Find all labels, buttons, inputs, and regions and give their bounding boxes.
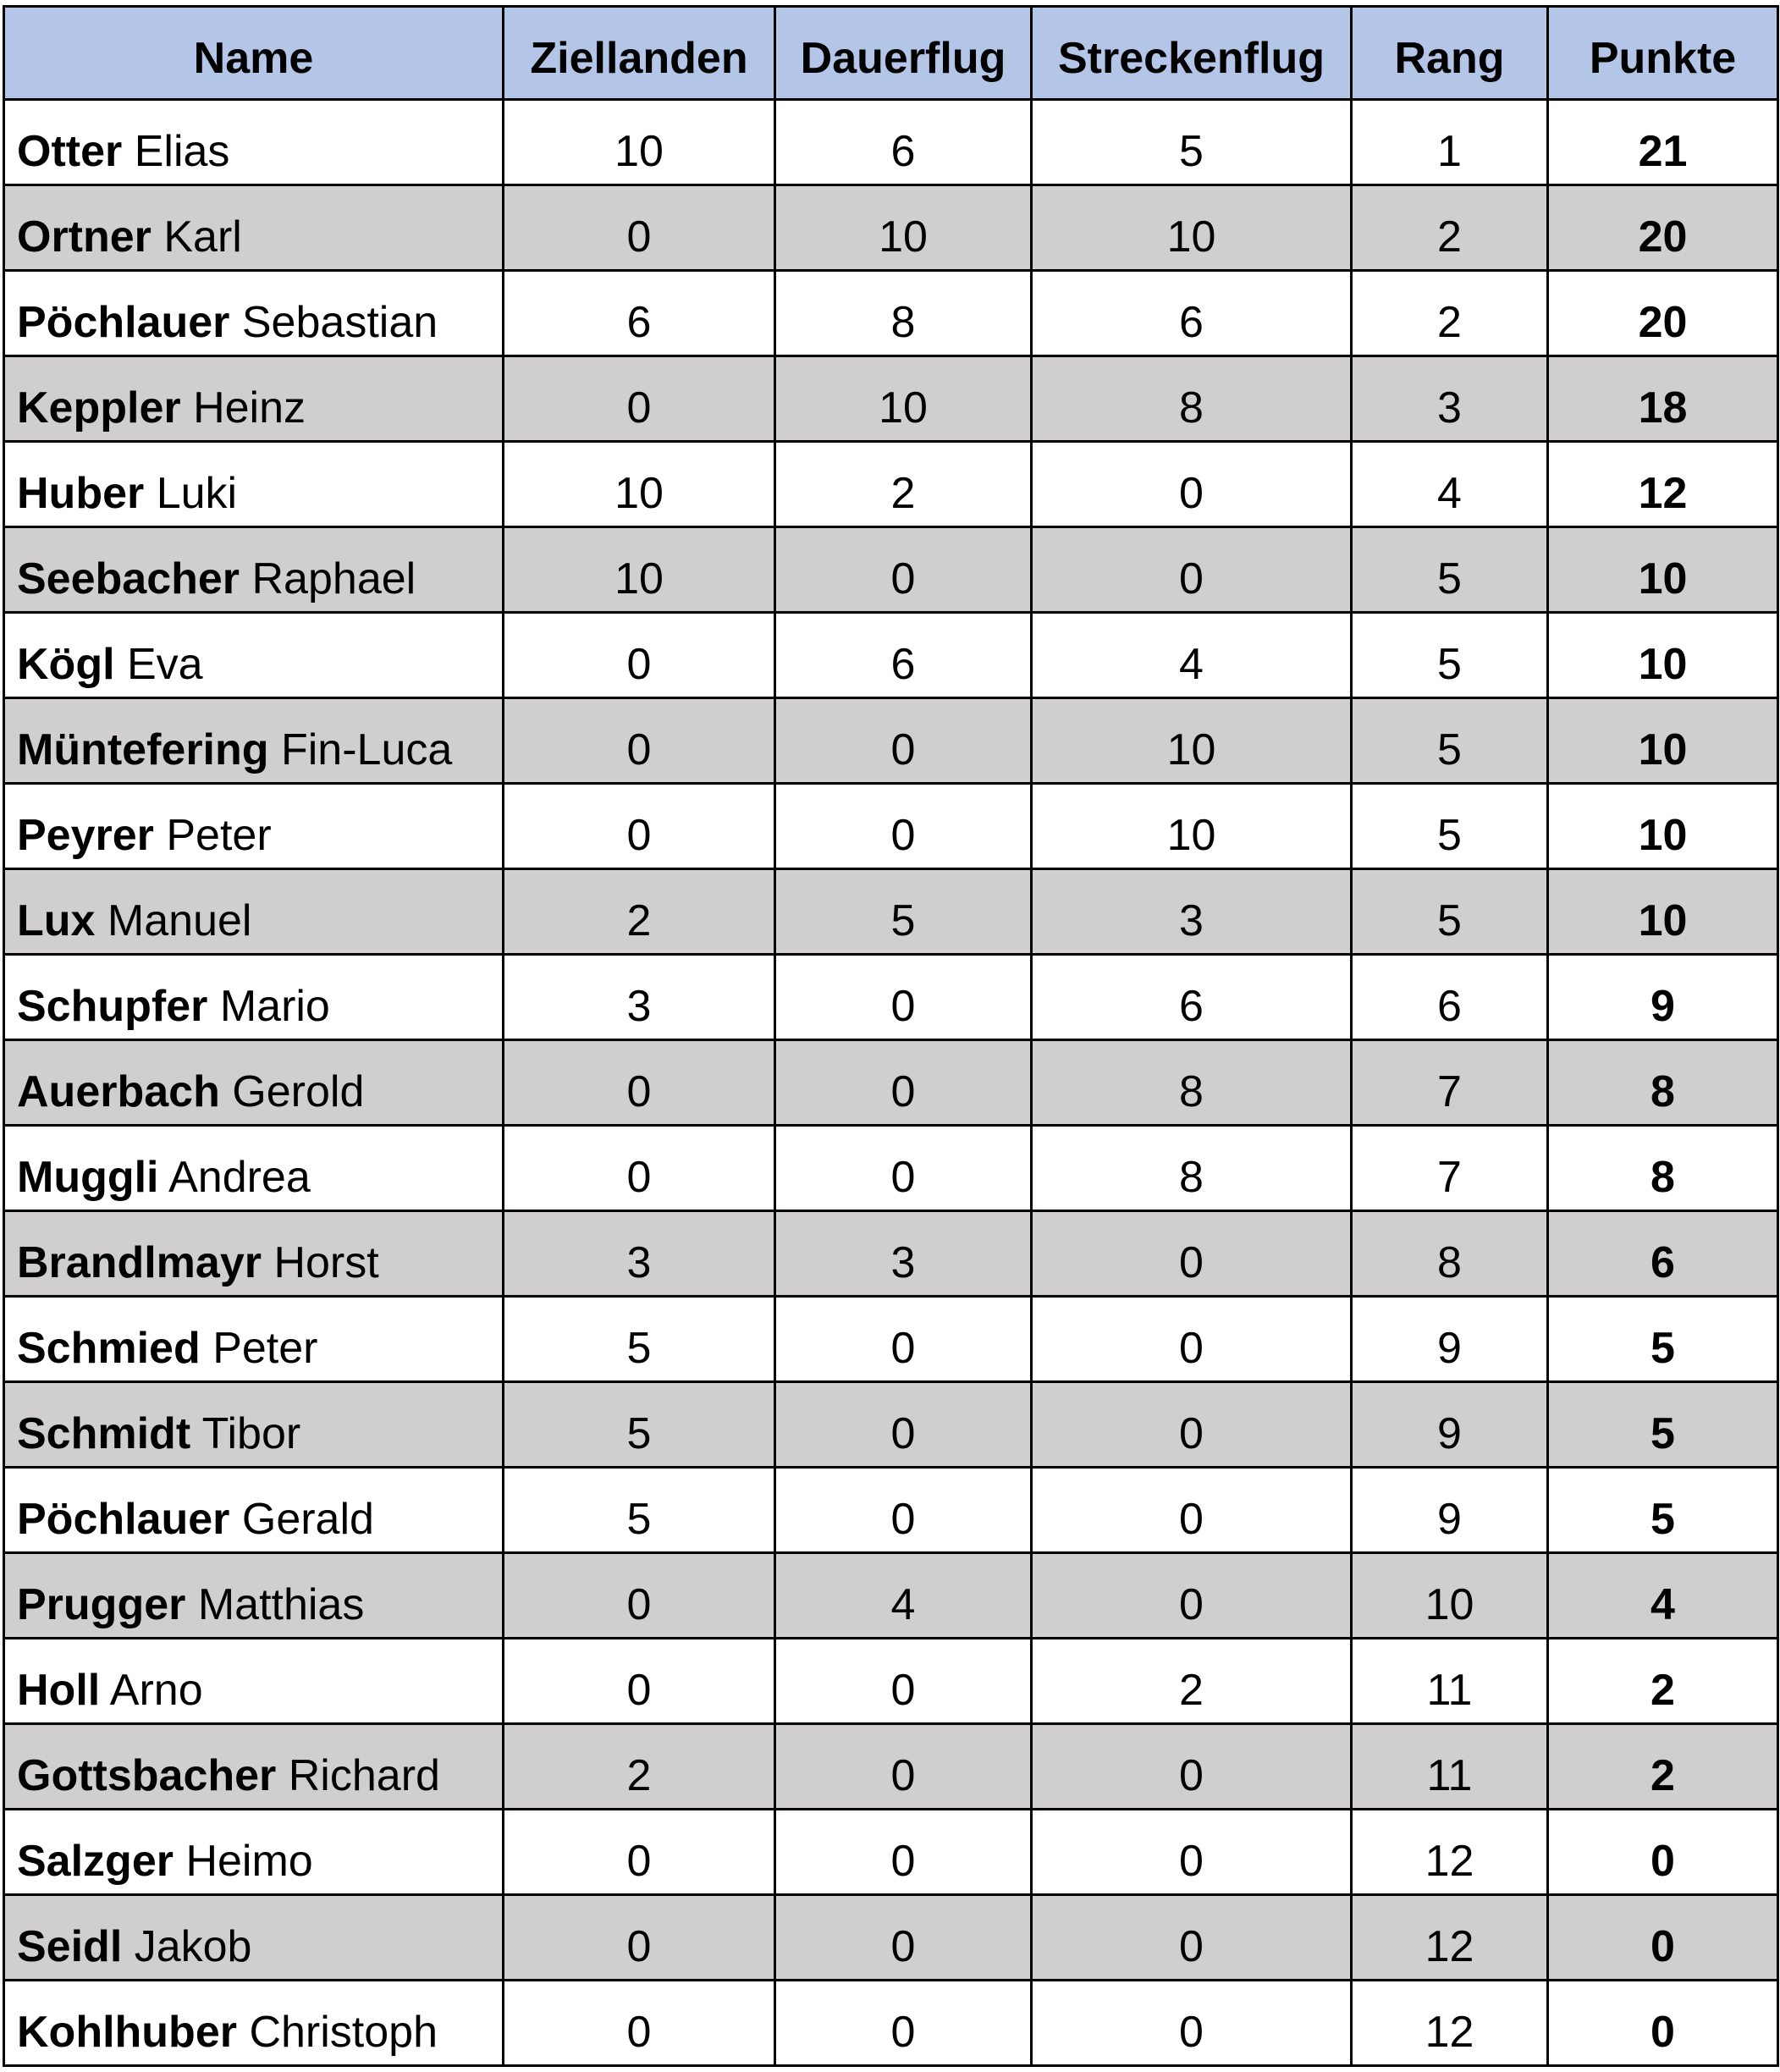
dauerflug-cell: 6 <box>775 613 1032 698</box>
name-cell <box>4 1895 504 1981</box>
ziellanden-cell: 3 <box>504 955 775 1040</box>
streckenflug-cell: 6 <box>1032 271 1352 356</box>
streckenflug-cell: 0 <box>1032 1810 1352 1895</box>
punkte-cell: 4 <box>1548 1553 1778 1639</box>
streckenflug-cell: 0 <box>1032 1724 1352 1810</box>
table-row <box>4 698 1778 784</box>
ziellanden-cell: 10 <box>504 100 775 185</box>
rang-cell: 8 <box>1352 1211 1548 1297</box>
name-cell <box>4 1553 504 1639</box>
rang-cell: 10 <box>1352 1553 1548 1639</box>
surname: Peyrer <box>17 811 154 860</box>
name-cell <box>4 185 504 271</box>
ziellanden-cell: 0 <box>504 1639 775 1724</box>
punkte-cell: 21 <box>1548 100 1778 185</box>
streckenflug-cell: 10 <box>1032 185 1352 271</box>
surname: Gottsbacher <box>17 1751 277 1800</box>
table-row <box>4 1981 1778 2066</box>
header-row <box>4 7 1778 100</box>
streckenflug-cell: 8 <box>1032 356 1352 442</box>
firstname: Matthias <box>197 1580 365 1629</box>
name-cell <box>4 1810 504 1895</box>
firstname: Manuel <box>107 896 252 945</box>
name-cell <box>4 784 504 869</box>
firstname: Richard <box>288 1751 440 1800</box>
ziellanden-cell: 2 <box>504 1724 775 1810</box>
name-cell <box>4 1468 504 1553</box>
dauerflug-cell: 10 <box>775 356 1032 442</box>
name-cell <box>4 698 504 784</box>
name-cell <box>4 1382 504 1468</box>
rang-cell: 7 <box>1352 1126 1548 1211</box>
table-row <box>4 1553 1778 1639</box>
surname: Müntefering <box>17 725 269 774</box>
dauerflug-cell: 8 <box>775 271 1032 356</box>
firstname: Jakob <box>134 1922 252 1971</box>
ziellanden-cell: 6 <box>504 271 775 356</box>
streckenflug-cell: 0 <box>1032 1553 1352 1639</box>
firstname: Eva <box>126 640 203 689</box>
streckenflug-cell: 8 <box>1032 1040 1352 1126</box>
firstname: Karl <box>163 212 242 262</box>
ziellanden-cell: 0 <box>504 613 775 698</box>
punkte-cell: 5 <box>1548 1382 1778 1468</box>
name-cell <box>4 1297 504 1382</box>
firstname: Elias <box>134 127 230 176</box>
punkte-cell: 10 <box>1548 698 1778 784</box>
ziellanden-cell: 0 <box>504 1981 775 2066</box>
name-cell <box>4 356 504 442</box>
firstname: Peter <box>166 811 272 860</box>
name-cell <box>4 527 504 613</box>
rang-cell: 5 <box>1352 527 1548 613</box>
punkte-cell: 18 <box>1548 356 1778 442</box>
name-cell <box>4 1724 504 1810</box>
punkte-cell: 10 <box>1548 527 1778 613</box>
rang-cell: 9 <box>1352 1382 1548 1468</box>
firstname: Christoph <box>249 2008 438 2057</box>
surname: Schupfer <box>17 982 208 1031</box>
rang-cell: 2 <box>1352 271 1548 356</box>
table-row <box>4 1211 1778 1297</box>
punkte-cell: 9 <box>1548 955 1778 1040</box>
name-cell <box>4 869 504 955</box>
rang-cell: 9 <box>1352 1297 1548 1382</box>
ziellanden-cell: 5 <box>504 1468 775 1553</box>
surname: Brandlmayr <box>17 1238 262 1287</box>
name-cell <box>4 1040 504 1126</box>
ziellanden-cell: 5 <box>504 1297 775 1382</box>
surname: Kögl <box>17 640 115 689</box>
streckenflug-cell: 0 <box>1032 1297 1352 1382</box>
rang-cell: 2 <box>1352 185 1548 271</box>
dauerflug-cell: 3 <box>775 1211 1032 1297</box>
dauerflug-cell: 0 <box>775 1040 1032 1126</box>
table-row <box>4 613 1778 698</box>
firstname: Heinz <box>193 383 306 433</box>
firstname: Mario <box>219 982 330 1031</box>
dauerflug-cell: 0 <box>775 1810 1032 1895</box>
punkte-cell: 12 <box>1548 442 1778 527</box>
streckenflug-cell: 3 <box>1032 869 1352 955</box>
ziellanden-cell: 0 <box>504 1553 775 1639</box>
punkte-cell: 8 <box>1548 1040 1778 1126</box>
rang-cell: 11 <box>1352 1639 1548 1724</box>
rang-cell: 12 <box>1352 1981 1548 2066</box>
punkte-cell: 5 <box>1548 1297 1778 1382</box>
streckenflug-cell: 5 <box>1032 100 1352 185</box>
table-row <box>4 1724 1778 1810</box>
surname: Otter <box>17 127 123 176</box>
streckenflug-cell: 0 <box>1032 1895 1352 1981</box>
rang-cell: 4 <box>1352 442 1548 527</box>
dauerflug-cell: 0 <box>775 955 1032 1040</box>
table-row <box>4 1810 1778 1895</box>
name-cell <box>4 1639 504 1724</box>
streckenflug-cell: 0 <box>1032 1468 1352 1553</box>
name-cell <box>4 613 504 698</box>
dauerflug-cell: 0 <box>775 1382 1032 1468</box>
table-row <box>4 442 1778 527</box>
firstname: Heimo <box>185 1837 313 1886</box>
ziellanden-cell: 10 <box>504 527 775 613</box>
firstname: Raphael <box>251 554 416 603</box>
rang-cell: 1 <box>1352 100 1548 185</box>
table-row <box>4 185 1778 271</box>
name-cell <box>4 955 504 1040</box>
rang-cell: 9 <box>1352 1468 1548 1553</box>
ziellanden-cell: 5 <box>504 1382 775 1468</box>
table-row <box>4 1639 1778 1724</box>
dauerflug-cell: 2 <box>775 442 1032 527</box>
dauerflug-cell: 0 <box>775 527 1032 613</box>
dauerflug-cell: 0 <box>775 1981 1032 2066</box>
firstname: Fin-Luca <box>280 725 453 774</box>
surname: Muggli <box>17 1153 159 1202</box>
rang-cell: 3 <box>1352 356 1548 442</box>
punkte-cell: 2 <box>1548 1639 1778 1724</box>
name-cell <box>4 442 504 527</box>
column-header-streckenflug: Streckenflug <box>1032 7 1352 100</box>
surname: Pöchlauer <box>17 298 230 347</box>
surname: Schmied <box>17 1324 201 1373</box>
streckenflug-cell: 10 <box>1032 784 1352 869</box>
table-row <box>4 1382 1778 1468</box>
rang-cell: 5 <box>1352 698 1548 784</box>
table-row <box>4 955 1778 1040</box>
streckenflug-cell: 6 <box>1032 955 1352 1040</box>
punkte-cell: 10 <box>1548 869 1778 955</box>
streckenflug-cell: 0 <box>1032 1382 1352 1468</box>
rang-cell: 7 <box>1352 1040 1548 1126</box>
ziellanden-cell: 0 <box>504 185 775 271</box>
dauerflug-cell: 0 <box>775 1639 1032 1724</box>
streckenflug-cell: 4 <box>1032 613 1352 698</box>
surname: Keppler <box>17 383 181 433</box>
firstname: Gerald <box>241 1495 374 1544</box>
table-row <box>4 869 1778 955</box>
table-row <box>4 1895 1778 1981</box>
punkte-cell: 0 <box>1548 1895 1778 1981</box>
table-header <box>4 7 1778 100</box>
surname: Auerbach <box>17 1067 220 1116</box>
punkte-cell: 8 <box>1548 1126 1778 1211</box>
firstname: Peter <box>212 1324 318 1373</box>
table-row <box>4 527 1778 613</box>
streckenflug-cell: 2 <box>1032 1639 1352 1724</box>
column-header-ziellanden: Ziellanden <box>504 7 775 100</box>
firstname: Gerold <box>232 1067 365 1116</box>
column-header-rang: Rang <box>1352 7 1548 100</box>
ziellanden-cell: 0 <box>504 1040 775 1126</box>
streckenflug-cell: 0 <box>1032 1211 1352 1297</box>
streckenflug-cell: 8 <box>1032 1126 1352 1211</box>
dauerflug-cell: 0 <box>775 1895 1032 1981</box>
ziellanden-cell: 0 <box>504 356 775 442</box>
rang-cell: 11 <box>1352 1724 1548 1810</box>
punkte-cell: 10 <box>1548 613 1778 698</box>
surname: Pöchlauer <box>17 1495 230 1544</box>
surname: Ortner <box>17 212 152 262</box>
streckenflug-cell: 0 <box>1032 527 1352 613</box>
table-row <box>4 784 1778 869</box>
dauerflug-cell: 0 <box>775 1126 1032 1211</box>
table-row <box>4 271 1778 356</box>
punkte-cell: 2 <box>1548 1724 1778 1810</box>
ziellanden-cell: 0 <box>504 1810 775 1895</box>
punkte-cell: 0 <box>1548 1810 1778 1895</box>
firstname: Andrea <box>168 1153 311 1202</box>
rang-cell: 5 <box>1352 869 1548 955</box>
punkte-cell: 20 <box>1548 185 1778 271</box>
firstname: Luki <box>156 469 238 518</box>
surname: Holl <box>17 1666 101 1715</box>
dauerflug-cell: 5 <box>775 869 1032 955</box>
table-row <box>4 1040 1778 1126</box>
surname: Salzger <box>17 1837 174 1886</box>
table-row <box>4 1468 1778 1553</box>
ziellanden-cell: 0 <box>504 784 775 869</box>
rang-cell: 5 <box>1352 613 1548 698</box>
surname: Prugger <box>17 1580 186 1629</box>
dauerflug-cell: 0 <box>775 698 1032 784</box>
dauerflug-cell: 6 <box>775 100 1032 185</box>
ziellanden-cell: 10 <box>504 442 775 527</box>
table-row <box>4 1297 1778 1382</box>
dauerflug-cell: 4 <box>775 1553 1032 1639</box>
name-cell <box>4 1211 504 1297</box>
rang-cell: 12 <box>1352 1810 1548 1895</box>
streckenflug-cell: 0 <box>1032 442 1352 527</box>
table-body <box>4 100 1778 2066</box>
name-cell <box>4 1981 504 2066</box>
surname: Lux <box>17 896 96 945</box>
ziellanden-cell: 2 <box>504 869 775 955</box>
dauerflug-cell: 10 <box>775 185 1032 271</box>
ziellanden-cell: 0 <box>504 1895 775 1981</box>
firstname: Sebastian <box>241 298 438 347</box>
table-row <box>4 356 1778 442</box>
table-row <box>4 1126 1778 1211</box>
name-cell <box>4 271 504 356</box>
dauerflug-cell: 0 <box>775 1297 1032 1382</box>
ziellanden-cell: 0 <box>504 1126 775 1211</box>
punkte-cell: 10 <box>1548 784 1778 869</box>
column-header-punkte: Punkte <box>1548 7 1778 100</box>
ziellanden-cell: 3 <box>504 1211 775 1297</box>
punkte-cell: 0 <box>1548 1981 1778 2066</box>
rang-cell: 5 <box>1352 784 1548 869</box>
streckenflug-cell: 0 <box>1032 1981 1352 2066</box>
surname: Kohlhuber <box>17 2008 237 2057</box>
firstname: Tibor <box>201 1409 301 1458</box>
punkte-cell: 6 <box>1548 1211 1778 1297</box>
firstname: Arno <box>109 1666 203 1715</box>
name-cell <box>4 100 504 185</box>
rang-cell: 6 <box>1352 955 1548 1040</box>
column-header-name: Name <box>4 7 504 100</box>
dauerflug-cell: 0 <box>775 1724 1032 1810</box>
ziellanden-cell: 0 <box>504 698 775 784</box>
firstname: Horst <box>273 1238 379 1287</box>
column-header-dauerflug: Dauerflug <box>775 7 1032 100</box>
punkte-cell: 20 <box>1548 271 1778 356</box>
surname: Huber <box>17 469 145 518</box>
results-table <box>3 5 1779 2067</box>
surname: Seidl <box>17 1922 123 1971</box>
dauerflug-cell: 0 <box>775 1468 1032 1553</box>
surname: Seebacher <box>17 554 240 603</box>
punkte-cell: 5 <box>1548 1468 1778 1553</box>
name-cell <box>4 1126 504 1211</box>
surname: Schmidt <box>17 1409 191 1458</box>
table-row <box>4 100 1778 185</box>
dauerflug-cell: 0 <box>775 784 1032 869</box>
rang-cell: 12 <box>1352 1895 1548 1981</box>
streckenflug-cell: 10 <box>1032 698 1352 784</box>
